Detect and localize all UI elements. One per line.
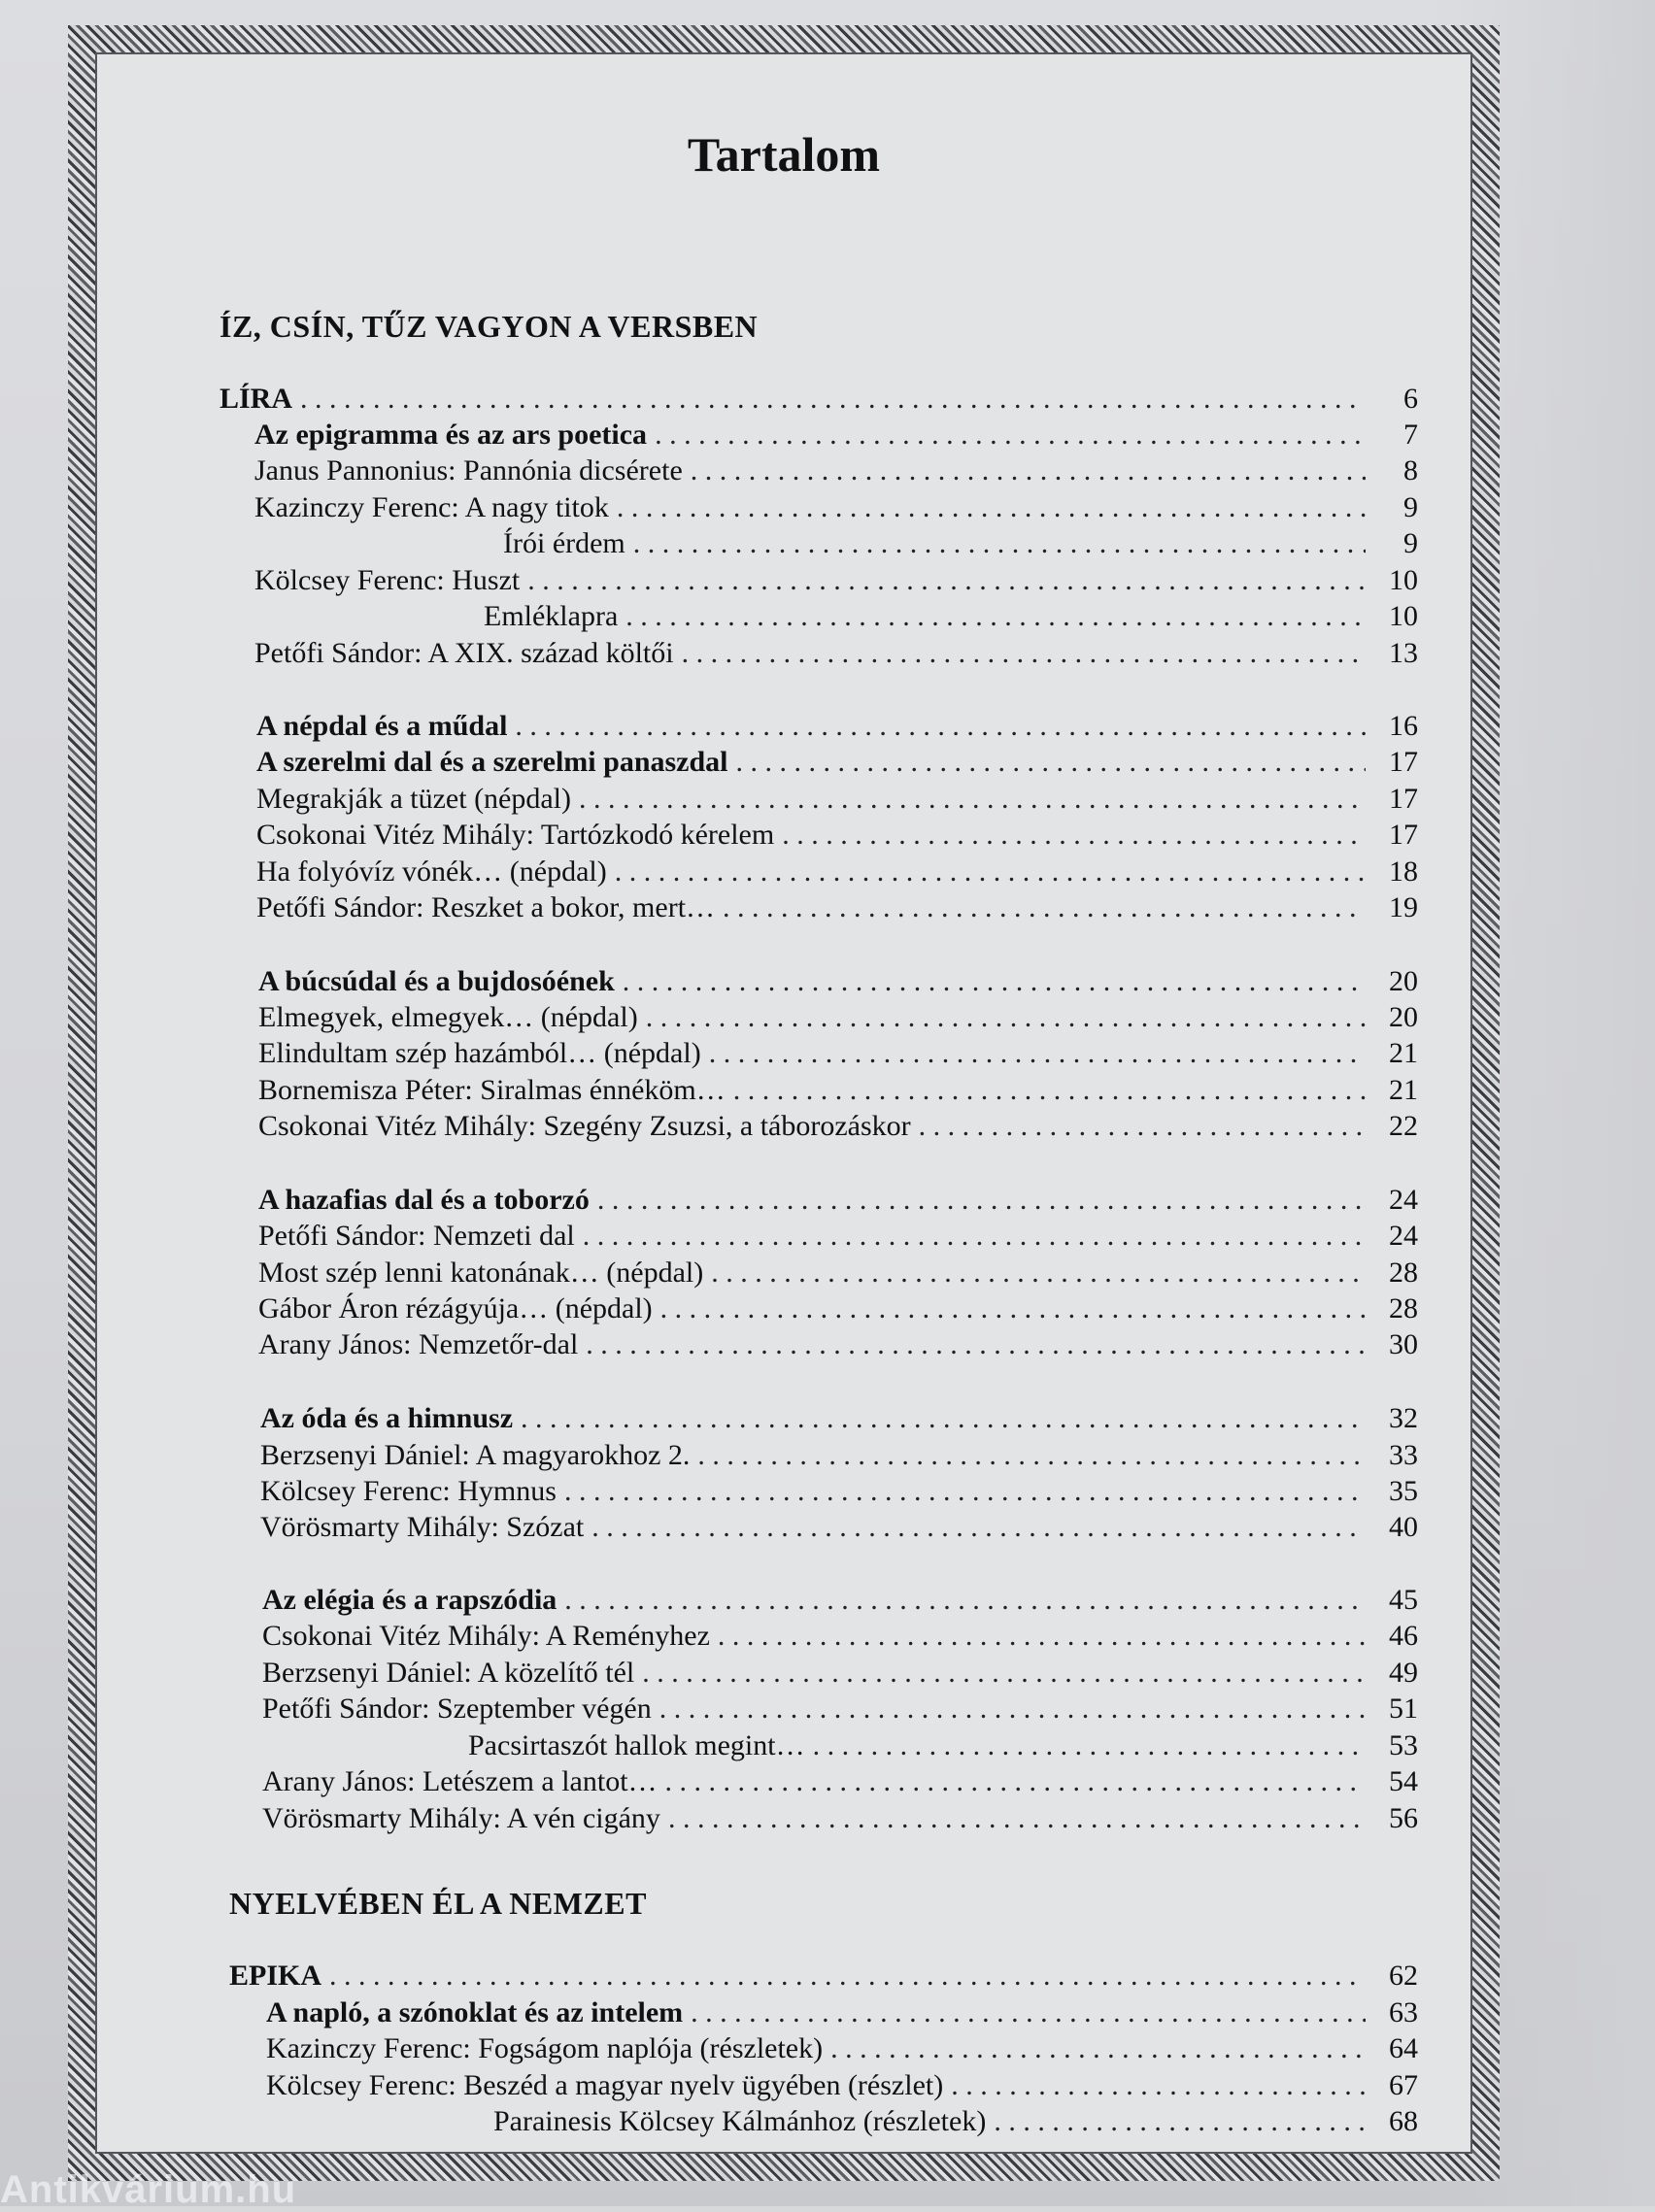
toc-entry[interactable] xyxy=(258,1072,1418,1108)
toc-page-number: 8 xyxy=(1403,454,1418,486)
toc-entry[interactable] xyxy=(229,1958,1418,1994)
leader-dots xyxy=(579,781,1366,817)
toc-entry[interactable] xyxy=(258,1035,1418,1071)
toc-entry-title: Petőfi Sándor: Szeptember végén xyxy=(262,1693,652,1725)
leader-dots xyxy=(655,417,1366,452)
toc-entry-title: Petőfi Sándor: Nemzeti dal xyxy=(258,1220,575,1252)
toc-page-number: 9 xyxy=(1403,491,1418,523)
toc-entry-title: Vörösmarty Mihály: Szózat xyxy=(260,1511,585,1543)
toc-page-number: 49 xyxy=(1389,1657,1418,1689)
toc-entry[interactable] xyxy=(258,963,1418,999)
toc-entry-title: Kazinczy Ferenc: A nagy titok xyxy=(254,491,609,523)
toc-entry[interactable] xyxy=(260,1473,1418,1509)
leader-dots xyxy=(813,1727,1366,1763)
leader-dots xyxy=(515,708,1366,744)
toc-entry-title: LÍRA xyxy=(220,383,293,415)
toc-entry[interactable] xyxy=(256,708,1418,744)
toc-entry[interactable] xyxy=(258,1218,1418,1254)
leader-dots xyxy=(659,1691,1366,1726)
toc-entry-title: A búcsúdal és a bujdosóének xyxy=(258,965,615,997)
toc-page-number: 9 xyxy=(1403,527,1418,559)
leader-dots xyxy=(723,889,1366,925)
leader-dots xyxy=(691,1994,1366,2030)
leader-dots xyxy=(711,1255,1366,1290)
toc-page-number: 64 xyxy=(1389,2032,1418,2064)
toc-entry-title: Csokonai Vitéz Mihály: Tartózkodó kérelem xyxy=(256,819,775,851)
toc-entry-title: Kölcsey Ferenc: Huszt xyxy=(254,564,521,596)
leader-dots xyxy=(633,525,1366,561)
toc-entry[interactable] xyxy=(262,1691,1418,1726)
toc-entry[interactable] xyxy=(262,1800,1418,1836)
toc-page-number: 20 xyxy=(1389,965,1418,997)
toc-entry-title: Arany János: Letészem a lantot… xyxy=(262,1765,658,1797)
watermark-logo: Antikvárium.hu xyxy=(0,2168,297,2211)
leader-dots xyxy=(597,1182,1366,1218)
toc-entry[interactable] xyxy=(254,417,1418,452)
leader-dots xyxy=(668,1800,1366,1836)
toc-entry-title: Gábor Áron rézágyúja… (népdal) xyxy=(258,1292,653,1324)
leader-dots xyxy=(642,1655,1366,1691)
toc-page-number: 22 xyxy=(1389,1110,1418,1142)
toc-page-number: 54 xyxy=(1389,1765,1418,1797)
leader-dots xyxy=(697,1437,1366,1473)
leader-dots xyxy=(591,1509,1366,1545)
toc-entry-title: Berzsenyi Dániel: A magyarokhoz 2. xyxy=(260,1439,691,1471)
leader-dots xyxy=(951,2067,1366,2103)
toc-page-number: 45 xyxy=(1389,1584,1418,1616)
toc-entry-title: Berzsenyi Dániel: A közelítő tél xyxy=(262,1657,635,1689)
toc-entry[interactable] xyxy=(503,525,1418,561)
toc-entry-title: Az epigramma és az ars poetica xyxy=(254,419,648,451)
toc-entry[interactable] xyxy=(256,781,1418,817)
toc-page-number: 33 xyxy=(1389,1439,1418,1471)
toc-entry-title: Elindultam szép hazámból… (népdal) xyxy=(258,1037,701,1069)
toc-page-number: 35 xyxy=(1389,1475,1418,1507)
toc-entry[interactable] xyxy=(258,1290,1418,1326)
toc-entry[interactable] xyxy=(262,1582,1418,1618)
toc-entry[interactable] xyxy=(262,1655,1418,1691)
leader-dots xyxy=(617,489,1366,525)
leader-dots xyxy=(709,1035,1366,1071)
leader-dots xyxy=(682,635,1366,671)
toc-entry[interactable] xyxy=(258,999,1418,1035)
toc-page-number: 10 xyxy=(1389,564,1418,596)
toc-entry[interactable] xyxy=(266,2030,1418,2066)
toc-page-number: 16 xyxy=(1389,710,1418,742)
leader-dots xyxy=(623,963,1366,999)
leader-dots xyxy=(660,1290,1366,1326)
leader-dots xyxy=(527,562,1366,598)
toc-entry-title: Petőfi Sándor: A XIX. század költői xyxy=(254,637,674,669)
leader-dots xyxy=(691,452,1366,488)
decorative-frame xyxy=(68,25,1500,2181)
toc-entry[interactable] xyxy=(260,1400,1418,1436)
toc-entry-title: Csokonai Vitéz Mihály: Szegény Zsuzsi, a táborozáskor xyxy=(258,1110,911,1142)
toc-page-number: 63 xyxy=(1389,1996,1418,2028)
toc-page-number: 17 xyxy=(1389,746,1418,778)
toc-entry-title: A népdal és a műdal xyxy=(256,710,508,742)
toc-page-number: 6 xyxy=(1403,383,1418,415)
leader-dots xyxy=(583,1218,1366,1254)
toc-entry-title: Elmegyek, elmegyek… (népdal) xyxy=(258,1001,638,1033)
toc-entry-title: Most szép lenni katonának… (népdal) xyxy=(258,1257,704,1289)
toc-entry-title: Bornemisza Péter: Siralmas énnéköm… xyxy=(258,1074,726,1106)
toc-page-number: 67 xyxy=(1389,2069,1418,2101)
toc-page-number: 40 xyxy=(1389,1511,1418,1543)
toc-entry[interactable] xyxy=(254,635,1418,671)
toc-entry[interactable] xyxy=(256,854,1418,889)
toc-entry-title: A napló, a szónoklat és az intelem xyxy=(266,1996,684,2028)
toc-entry-title: Arany János: Nemzetőr-dal xyxy=(258,1328,579,1360)
toc-page-number: 28 xyxy=(1389,1292,1418,1324)
toc-page-number: 28 xyxy=(1389,1257,1418,1289)
toc-entry-title: Kazinczy Ferenc: Fogságom naplója (részletek) xyxy=(266,2032,824,2064)
section-heading-nation: NYELVÉBEN ÉL A NEMZET xyxy=(229,1886,647,1921)
toc-entry-title: Emléklapra xyxy=(484,600,619,632)
toc-entry[interactable] xyxy=(256,817,1418,853)
toc-page-number: 21 xyxy=(1389,1037,1418,1069)
toc-entry-title: Csokonai Vitéz Mihály: A Reményhez xyxy=(262,1620,710,1652)
toc-page-number: 20 xyxy=(1389,1001,1418,1033)
toc-entry[interactable] xyxy=(258,1326,1418,1362)
toc-entry-title: A szerelmi dal és a szerelmi panaszdal xyxy=(256,746,728,778)
toc-entry-title: EPIKA xyxy=(229,1960,322,1992)
toc-page-number: 30 xyxy=(1389,1328,1418,1360)
toc-page-number: 21 xyxy=(1389,1074,1418,1106)
toc-entry-title: Az elégia és a rapszódia xyxy=(262,1584,557,1616)
toc-page-number: 18 xyxy=(1389,855,1418,888)
leader-dots xyxy=(665,1763,1366,1799)
leader-dots xyxy=(564,1582,1366,1618)
toc-page-number: 17 xyxy=(1389,783,1418,815)
toc-entry-title: Petőfi Sándor: Reszket a bokor, mert… xyxy=(256,891,716,923)
leader-dots xyxy=(615,854,1366,889)
toc-entry[interactable] xyxy=(484,598,1418,634)
toc-entry[interactable] xyxy=(260,1509,1418,1545)
toc-entry[interactable] xyxy=(262,1763,1418,1799)
leader-dots xyxy=(329,1958,1366,1994)
toc-page-number: 17 xyxy=(1389,819,1418,851)
toc-page-number: 56 xyxy=(1389,1802,1418,1834)
leader-dots xyxy=(919,1108,1366,1144)
toc-entry[interactable] xyxy=(258,1108,1418,1144)
leader-dots xyxy=(586,1326,1366,1362)
toc-page-number: 13 xyxy=(1389,637,1418,669)
toc-entry[interactable] xyxy=(493,2103,1418,2139)
toc-page-number: 19 xyxy=(1389,891,1418,923)
toc-entry[interactable] xyxy=(220,381,1418,417)
toc-entry-title: A hazafias dal és a toborzó xyxy=(258,1184,590,1216)
toc-entry-title: Parainesis Kölcsey Kálmánhoz (részletek) xyxy=(493,2105,987,2137)
toc-entry[interactable] xyxy=(254,452,1418,488)
leader-dots xyxy=(830,2030,1366,2066)
toc-page-number: 32 xyxy=(1389,1402,1418,1434)
toc-entry[interactable] xyxy=(254,562,1418,598)
toc-page-number: 24 xyxy=(1389,1220,1418,1252)
toc-page-number: 7 xyxy=(1403,419,1418,451)
toc-entry[interactable] xyxy=(266,1994,1418,2030)
leader-dots xyxy=(646,999,1366,1035)
leader-dots xyxy=(994,2103,1366,2139)
leader-dots xyxy=(736,744,1366,780)
toc-entry-title: Megrakják a tüzet (népdal) xyxy=(256,783,572,815)
toc-entry[interactable] xyxy=(256,889,1418,925)
toc-entry[interactable] xyxy=(258,1255,1418,1290)
toc-entry-title: Pacsirtaszót hallok megint… xyxy=(468,1729,805,1761)
section-heading-lyric: ÍZ, CSÍN, TŰZ VAGYON A VERSBEN xyxy=(220,309,759,344)
toc-page-number: 62 xyxy=(1389,1960,1418,1992)
leader-dots xyxy=(782,817,1366,853)
toc-entry-title: Vörösmarty Mihály: A vén cigány xyxy=(262,1802,660,1834)
toc-page-number: 53 xyxy=(1389,1729,1418,1761)
toc-page-number: 10 xyxy=(1389,600,1418,632)
toc-entry-title: Az óda és a himnusz xyxy=(260,1402,514,1434)
toc-entry[interactable] xyxy=(254,489,1418,525)
toc-entry[interactable] xyxy=(258,1182,1418,1218)
leader-dots xyxy=(625,598,1366,634)
toc-entry[interactable] xyxy=(262,1618,1418,1654)
leader-dots xyxy=(733,1072,1366,1108)
page-title: Tartalom xyxy=(687,127,881,182)
toc-entry[interactable] xyxy=(468,1727,1418,1763)
toc-page-number: 68 xyxy=(1389,2105,1418,2137)
toc-page-number: 46 xyxy=(1389,1620,1418,1652)
leader-dots xyxy=(521,1400,1366,1436)
toc-entry-title: Janus Pannonius: Pannónia dicsérete xyxy=(254,454,683,486)
toc-entry[interactable] xyxy=(256,744,1418,780)
leader-dots xyxy=(300,381,1366,417)
toc-entry-title: Írói érdem xyxy=(503,527,625,559)
toc-entry-title: Ha folyóvíz vónék… (népdal) xyxy=(256,855,607,888)
toc-page-number: 51 xyxy=(1389,1693,1418,1725)
leader-dots xyxy=(564,1473,1366,1509)
toc-entry[interactable] xyxy=(260,1437,1418,1473)
toc-entry[interactable] xyxy=(266,2067,1418,2103)
toc-entry-title: Kölcsey Ferenc: Beszéd a magyar nyelv ügyében (részlet) xyxy=(266,2069,944,2101)
toc-entry-title: Kölcsey Ferenc: Hymnus xyxy=(260,1475,557,1507)
toc-page-number: 24 xyxy=(1389,1184,1418,1216)
leader-dots xyxy=(718,1618,1366,1654)
